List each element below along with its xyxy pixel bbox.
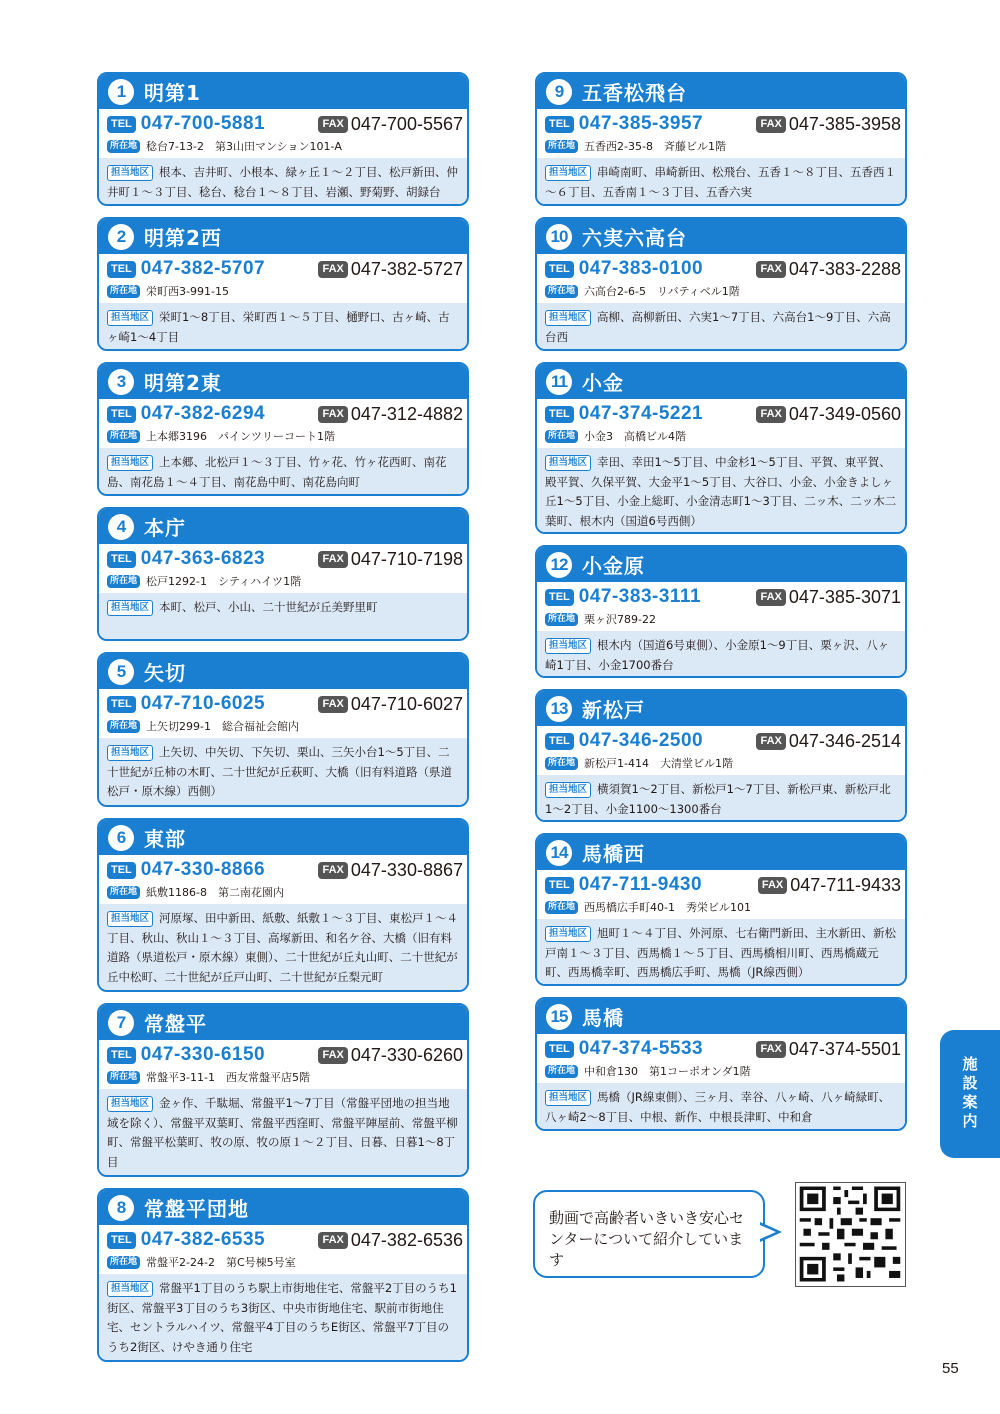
fax-badge: FAX [318,551,347,568]
fax-number: 047-346-2514 [788,730,901,751]
contact-info [537,582,905,631]
fax-number: 047-330-6260 [350,1044,463,1065]
center-card [97,818,469,992]
center-name: 明第2東 [144,371,222,395]
area-badge: 担当地区 [545,455,591,471]
fax-badge: FAX [318,1232,347,1249]
address-badge: 所在地 [545,285,578,298]
contact-info [537,1034,905,1083]
address-badge: 所在地 [107,140,140,153]
address-text: 栄町西3-991-15 [146,285,229,298]
phone-row [107,1044,463,1066]
contact-info [537,109,905,158]
area-text: 金ヶ作、千駄堀、常盤平1～7丁目（常盤平団地の担当地域を除く）、常盤平双葉町、常盤平西窪町、常盤平陣屋前、常盤平柳町、常盤平松葉町、牧の原、牧の原１～２丁目、日暮、日暮1～8丁目 [107,1096,458,1169]
card-header [99,364,467,399]
area-text: 根本、吉井町、小根本、緑ヶ丘１～２丁目、松戸新田、仲井町１～３丁目、稔台、稔台１～８丁目、岩瀬、野菊野、胡録台 [107,165,459,199]
fax-number: 047-382-6536 [350,1229,463,1250]
number-badge: 7 [108,1010,134,1036]
contact-info [99,855,467,904]
fax-number: 047-383-2288 [788,258,901,279]
address-text: 小金3 高橋ビル4階 [584,430,687,443]
service-area [537,448,905,534]
card-header [99,219,467,254]
contact-info [537,399,905,448]
card-header [537,219,905,254]
card-header [99,1005,467,1040]
tel-number[interactable]: 047-330-8866 [140,859,266,880]
address-badge: 所在地 [545,613,578,626]
tel-badge: TEL [545,589,574,606]
tel-badge: TEL [107,1232,136,1249]
contact-info [99,1040,467,1089]
center-name: 明第2西 [144,226,222,250]
area-text: 本町、松戸、小山、二十世紀が丘美野里町 [159,600,378,614]
tel-number[interactable]: 047-382-6294 [140,403,266,424]
address-text: 常盤平2-24-2 第C号棟5号室 [146,1256,296,1269]
fax-badge: FAX [756,261,785,278]
area-text: 高柳、高柳新田、六実1～7丁目、六高台1～9丁目、六高台西 [545,310,891,344]
address-badge: 所在地 [107,575,140,588]
address-text: 新松戸1-414 大清堂ビル1階 [584,757,733,770]
area-badge: 担当地区 [107,310,153,326]
service-area [99,1274,467,1362]
fax-number: 047-374-5501 [788,1038,901,1059]
area-text: 河原塚、田中新田、紙敷、紙敷１～３丁目、東松戸１～４丁目、秋山、秋山１～３丁目、高塚新田、和名ケ谷、大橋（旧有料道路（県道松戸・原木線）東側）、二十世紀が丘丸山町、二十世紀が丘中松町、二十世紀が丘戸山町、二十世紀が丘梨元町 [107,911,459,984]
address-badge: 所在地 [545,430,578,443]
address-text: 稔台7-13-2 第3山田マンション101-A [146,140,342,153]
center-card [535,72,907,206]
tel-number[interactable]: 047-710-6025 [140,693,266,714]
service-area [99,448,467,496]
number-badge: 15 [546,1004,572,1030]
card-header [537,999,905,1034]
area-badge: 担当地区 [545,165,591,181]
center-name: 東部 [144,827,186,851]
fax-number: 047-382-5727 [350,258,463,279]
phone-row [107,258,463,280]
service-area [99,738,467,807]
address-row [107,283,463,299]
phone-row [545,1038,901,1060]
service-area [99,593,467,641]
number-badge: 13 [546,696,572,722]
address-row [107,138,463,154]
fax-number: 047-385-3071 [788,586,901,607]
tel-badge: TEL [107,116,136,133]
card-header [537,74,905,109]
number-badge: 9 [546,79,572,105]
address-badge: 所在地 [107,1071,140,1084]
address-row [545,428,901,444]
area-badge: 担当地区 [545,782,591,798]
address-row [107,1254,463,1270]
bubble-text: 動画で高齢者いきいき安心センターについて紹介しています [549,1209,745,1269]
service-area [537,631,905,678]
area-badge: 担当地区 [107,600,153,616]
address-text: 常盤平3-11-1 西友常盤平店5階 [146,1071,310,1084]
tel-number[interactable]: 047-383-3111 [578,586,702,607]
center-name: 馬橋西 [582,842,645,866]
tel-badge: TEL [107,406,136,423]
contact-info [537,726,905,775]
center-name: 常盤平団地 [144,1197,249,1221]
center-name: 常盤平 [144,1012,207,1036]
address-badge: 所在地 [545,901,578,914]
area-text: 上本郷、北松戸１～３丁目、竹ヶ花、竹ヶ花西町、南花島、南花島１～４丁目、南花島中町、南花島向町 [107,455,447,489]
address-row [545,611,901,627]
service-area [537,158,905,206]
address-row [107,884,463,900]
fax-number: 047-700-5567 [350,113,463,134]
center-card [97,1003,469,1177]
center-card [97,72,469,206]
area-text: 横須賀1～2丁目、新松戸1～7丁目、新松戸東、新松戸北1～2丁目、小金1100～1300番台 [545,782,891,816]
center-card [97,217,469,351]
center-card [97,652,469,807]
fax-number: 047-385-3958 [788,113,901,134]
card-header [537,547,905,582]
right-column [535,72,907,1142]
tel-badge: TEL [545,406,574,423]
phone-row [545,874,901,896]
area-badge: 担当地区 [545,1090,591,1106]
fax-number: 047-710-6027 [350,693,463,714]
phone-row [107,113,463,135]
number-badge: 2 [108,224,134,250]
center-name: 明第1 [144,81,201,105]
fax-number: 047-330-8867 [350,859,463,880]
address-row [545,755,901,771]
service-area [99,1089,467,1177]
contact-info [99,1225,467,1274]
center-name: 本庁 [144,516,186,540]
center-card [535,833,907,986]
fax-badge: FAX [758,877,787,894]
number-badge: 6 [108,825,134,851]
bubble-tail-inner [760,1225,776,1239]
tel-number[interactable]: 047-330-6150 [140,1044,266,1065]
area-text: 幸田、幸田1～5丁目、中金杉1～5丁目、平賀、東平賀、殿平賀、久保平賀、大金平1～5丁目、大谷口、小金、小金きよしヶ丘1～5丁目、小金上総町、小金清志町1～3丁目、二ッ木、二ッ木二葉町、根木内（国道6号西側） [545,455,897,528]
service-area [537,303,905,351]
area-badge: 担当地区 [107,1096,153,1112]
phone-row [107,1229,463,1251]
phone-row [545,403,901,425]
card-header [99,654,467,689]
address-row [545,899,901,915]
contact-info [99,689,467,738]
area-badge: 担当地区 [545,926,591,942]
qr-code-icon[interactable] [795,1182,906,1287]
fax-badge: FAX [318,116,347,133]
fax-badge: FAX [756,1041,785,1058]
address-badge: 所在地 [107,720,140,733]
service-area [537,919,905,986]
tel-number[interactable]: 047-374-5533 [578,1038,704,1059]
fax-badge: FAX [318,406,347,423]
tel-number[interactable]: 047-382-5707 [140,258,266,279]
fax-badge: FAX [756,406,785,423]
area-text: 常盤平1丁目のうち駅上市街地住宅、常盤平2丁目のうち1街区、常盤平3丁目のうち3街区、中央市街地住宅、駅前市街地住宅、セントラルハイツ、常盤平4丁目のうちE街区、常盤平7丁目のうち2街区、けやき通り住宅 [107,1281,457,1354]
fax-badge: FAX [318,862,347,879]
tel-number[interactable]: 047-383-0100 [578,258,704,279]
address-text: 栗ヶ沢789-22 [584,613,656,626]
address-badge: 所在地 [107,886,140,899]
fax-badge: FAX [318,696,347,713]
tel-badge: TEL [107,696,136,713]
tel-number[interactable]: 047-700-5881 [140,113,266,134]
area-badge: 担当地区 [107,455,153,471]
number-badge: 11 [546,369,572,395]
address-row [107,573,463,589]
card-header [99,509,467,544]
tel-badge: TEL [107,261,136,278]
center-card [535,545,907,678]
address-text: 西馬橋広手町40-1 秀栄ビル101 [584,901,751,914]
card-header [99,74,467,109]
number-badge: 1 [108,79,134,105]
contact-info [537,254,905,303]
address-text: 紙敷1186-8 第二南花園内 [146,886,284,899]
area-text: 馬橋（JR線東側）、三ヶ月、幸谷、八ヶ崎、八ヶ崎緑町、八ヶ崎2～8丁目、中根、新作、中根長津町、中和倉 [545,1090,891,1124]
phone-row [545,586,901,608]
tel-number[interactable]: 047-346-2500 [578,730,704,751]
number-badge: 12 [546,552,572,578]
center-name: 小金原 [582,554,645,578]
center-name: 五香松飛台 [582,81,687,105]
number-badge: 4 [108,514,134,540]
center-name: 小金 [582,371,624,395]
center-name: 馬橋 [582,1006,624,1030]
fax-badge: FAX [756,116,785,133]
address-row [545,138,901,154]
address-text: 上矢切299-1 総合福祉会館内 [146,720,299,733]
tel-number[interactable]: 047-382-6535 [140,1229,266,1250]
area-badge: 担当地区 [107,1281,153,1297]
phone-row [545,113,901,135]
service-area [99,158,467,206]
card-header [99,820,467,855]
card-header [537,691,905,726]
fax-number: 047-710-7198 [350,548,463,569]
phone-row [545,258,901,280]
tel-badge: TEL [545,261,574,278]
side-tab-label: 施設案内 [960,1056,979,1132]
card-header [537,364,905,399]
fax-badge: FAX [318,261,347,278]
address-text: 上本郷3196 パインツリーコート1階 [146,430,336,443]
center-name: 新松戸 [582,698,645,722]
service-area [99,904,467,992]
area-badge: 担当地区 [107,165,153,181]
tel-badge: TEL [545,116,574,133]
area-badge: 担当地区 [545,638,591,654]
center-card [97,507,469,641]
tel-number[interactable]: 047-374-5221 [578,403,704,424]
area-badge: 担当地区 [107,745,153,761]
area-text: 根木内（国道6号東側）、小金原1～9丁目、栗ヶ沢、八ヶ崎1丁目、小金1700番台 [545,638,890,672]
tel-badge: TEL [107,551,136,568]
contact-info [537,870,905,919]
address-badge: 所在地 [545,140,578,153]
center-card [535,997,907,1131]
tel-badge: TEL [545,1041,574,1058]
number-badge: 5 [108,659,134,685]
address-badge: 所在地 [107,285,140,298]
service-area [99,303,467,351]
area-text: 旭町１～４丁目、外河原、七右衛門新田、主水新田、新松戸南１～３丁目、西馬橋１～５丁目、西馬橋相川町、西馬橋蔵元町、西馬橋幸町、西馬橋広手町、馬橋（JR線西側） [545,926,897,979]
contact-info [99,399,467,448]
area-badge: 担当地区 [107,911,153,927]
tel-badge: TEL [107,1047,136,1064]
number-badge: 14 [546,840,572,866]
number-badge: 8 [108,1195,134,1221]
tel-badge: TEL [107,862,136,879]
address-text: 松戸1292-1 シティハイツ1階 [146,575,302,588]
center-card [97,362,469,496]
left-column [97,72,469,1373]
area-text: 上矢切、中矢切、下矢切、栗山、三矢小台1～5丁目、二十世紀が丘柿の木町、二十世紀が丘萩町、大橋（旧有料道路（県道松戸・原木線）西側） [107,745,452,798]
address-badge: 所在地 [545,757,578,770]
fax-badge: FAX [756,733,785,750]
page-number: 55 [942,1360,959,1377]
address-badge: 所在地 [107,1256,140,1269]
address-row [545,1063,901,1079]
phone-row [107,859,463,881]
fax-number: 047-312-4882 [350,403,463,424]
phone-row [545,730,901,752]
contact-info [99,254,467,303]
address-row [107,1069,463,1085]
service-area [537,775,905,822]
tel-number[interactable]: 047-385-3957 [578,113,704,134]
service-area [537,1083,905,1131]
address-text: 中和倉130 第1コーポオンダ1階 [584,1065,751,1078]
center-name: 矢切 [144,661,186,685]
phone-row [107,403,463,425]
address-text: 六高台2-6-5 リバティベル1階 [584,285,740,298]
fax-number: 047-349-0560 [788,403,901,424]
address-row [107,718,463,734]
center-card [97,1188,469,1362]
center-card [535,217,907,351]
card-header [537,835,905,870]
side-tab-facility-guide[interactable] [940,1030,1000,1158]
tel-number[interactable]: 047-363-6823 [140,548,266,569]
number-badge: 10 [546,224,572,250]
contact-info [99,109,467,158]
contact-info [99,544,467,593]
tel-badge: TEL [545,733,574,750]
area-badge: 担当地区 [545,310,591,326]
fax-badge: FAX [318,1047,347,1064]
area-text: 串崎南町、串崎新田、松飛台、五香１～８丁目、五香西１～６丁目、五香南１～３丁目、五香六実 [545,165,897,199]
address-badge: 所在地 [545,1065,578,1078]
phone-row [107,693,463,715]
center-name: 六実六高台 [582,226,687,250]
tel-number[interactable]: 047-711-9430 [578,874,703,895]
center-card [535,689,907,822]
number-badge: 3 [108,369,134,395]
tel-badge: TEL [545,877,574,894]
fax-number: 047-711-9433 [790,874,901,895]
phone-row [107,548,463,570]
qr-code-graphic [796,1183,904,1285]
video-speech-bubble [533,1190,765,1278]
area-text: 栄町1～8丁目、栄町西１～５丁目、樋野口、古ヶ崎、古ヶ崎1～4丁目 [107,310,450,344]
fax-badge: FAX [756,589,785,606]
address-row [545,283,901,299]
address-text: 五香西2-35-8 斉藤ビル1階 [584,140,726,153]
card-header [99,1190,467,1225]
address-badge: 所在地 [107,430,140,443]
center-card [535,362,907,534]
address-row [107,428,463,444]
